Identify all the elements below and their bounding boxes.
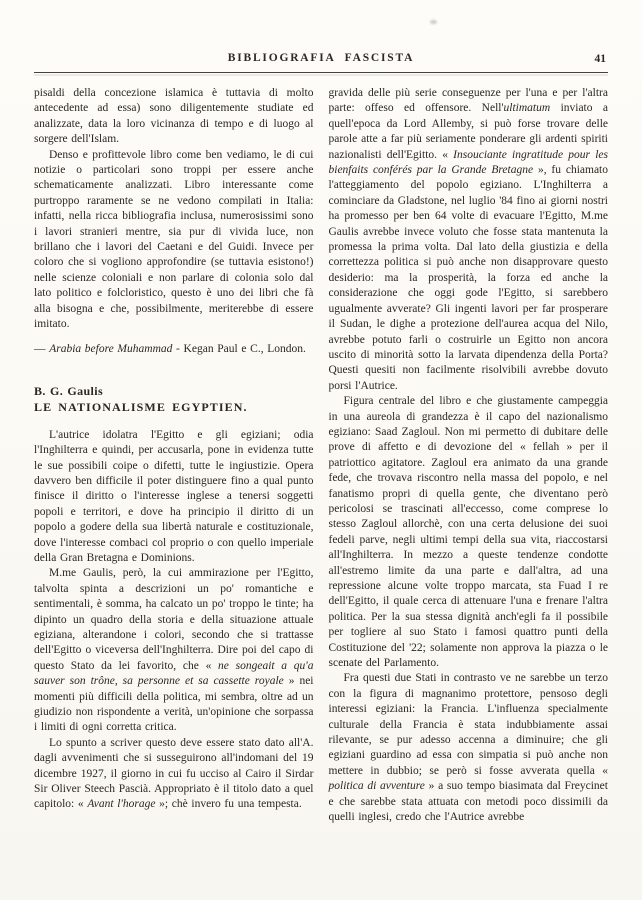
text-run: - Kegan Paul e C., London. bbox=[172, 342, 306, 355]
text-run: Denso e profittevole libro come ben vediamo, le di cui notizie o particolari sono troppi per essere anche schematicamente analizzati. Libro interessante come purtroppo raramente se ne vedono compilati in Italia: infatti, nella ricca bibliografia inclusa, numerosissimi sono i lavori stranieri mentre, sia pur di vivida luce, non brillano che i lavori del Caetani e del Guidi. Invece per coloro che si vogliono approfondire (se tuttavia esistono!) nelle scienze coloniali e non parlare di colonia solo dal lato politico e folcloristico, questo è uno dei libri che fà alla bisogna e che, possibilmente, meriterebbe di essere imitato. bbox=[34, 148, 314, 331]
running-title: BIBLIOGRAFIA FASCISTA bbox=[227, 52, 415, 64]
paragraph bbox=[329, 394, 609, 671]
text-run: inviato a quell'epoca da Lord Allemby, si può forse trovare delle parole atte a far più seriamente ponderare gli ardenti spiriti nazionalisti dell'Egitto. « bbox=[328, 102, 608, 161]
page-header bbox=[34, 52, 608, 69]
right-column bbox=[329, 86, 609, 826]
italic-text-run: ne songeait a qu'a sauver son trône, sa personne et sa cassette royale bbox=[34, 659, 314, 688]
text-run: M.me Gaulis, però, la cui ammirazione per l'Egitto, talvolta spinta a descrizioni un po' romantiche e sentimentali, è somma, ha calcato un po' troppo le tinte; ha dipinto un quadro della storia e della situazione attuale egiziana, alterandone i colori, secondo che si trattasse dell'Egitto o viceversa dell'Inghilterra. Dire poi del capo di questo Stato da lei favorito, che « bbox=[34, 567, 314, 672]
text-run: LE NATIONALISME EGYPTIEN. bbox=[34, 400, 248, 415]
text-run: »; chè invero fu una tempesta. bbox=[155, 798, 302, 811]
paragraph bbox=[34, 736, 314, 813]
paragraph bbox=[34, 566, 314, 735]
work-title bbox=[34, 400, 314, 415]
author bbox=[34, 384, 314, 399]
italic-text-run: politica di avventure bbox=[328, 780, 425, 793]
italic-text-run: ultimatum bbox=[503, 102, 551, 115]
left-column bbox=[34, 86, 314, 826]
italic-text-run: Insouciante ingratitude pour les bienfaits conférés par la Grande Bretagne bbox=[328, 148, 608, 177]
text-run: Lo spunto a scriver questo deve essere stato dato all'A. dagli avvenimenti che si susseguirono all'indomani del 19 dicembre 1927, il giorno in cui fu ucciso al Cairo il Sirdar Sir Oliver Steech Pascià. Appropriato è il titolo dato a quel capitolo: « bbox=[34, 736, 314, 811]
header-rule bbox=[34, 72, 608, 73]
scan-speck bbox=[430, 20, 437, 24]
paragraph bbox=[34, 148, 314, 333]
paragraph bbox=[34, 428, 314, 567]
text-run: Fra questi due Stati in contrasto ve ne sarebbe un terzo con la figura di magnanimo protettore, pensoso degli interessi egiziani: la Francia. L'influenza specialmente culturale della Francia è stata indubbiamente assai rilevante, se pur adesso accenna a diminuire; che gli egiziani guardino ad essa con simpatia si può anche non mettere in dubbio; se però si fosse avverata quella « bbox=[328, 672, 608, 777]
paragraph bbox=[34, 86, 314, 148]
text-run: pisaldi della concezione islamica è tuttavia di molto antecedente ad essa) sono diligentemente studiate ed analizzate, data la loro vicinanza di tempo e di luogo al sorgere dell'Islam. bbox=[34, 87, 314, 146]
text-run: Figura centrale del libro e che giustamente campeggia in una aureola di grandezza è il capo del nazionalismo egiziano: Saad Zagloul. Non mi permetto di dubitare delle prove di affetto e di devozione del « fellah » per il patriottico agitatore. Zagloul era animato da una grande fede, che trovava riscontro nella massa del popolo, e nel fanatismo propri di quella gente, che diventano però pericolosi se trascinati all'eccesso, come comprese lo stesso Zagloul allorchè, con una certa delusione dei suoi fedeli parve, negli ultimi tempi della sua vita, riaccostarsi all'Inghilterra. In mezzo a queste tendenze condotte all'estremo limite da una parte e dall'altra, ad una repressione alcune volte troppo marcata, sta Fuad I re dell'Egitto, il quale cerca di attenuare l'una e frenare l'altra politica. Per la sua stessa dignità anch'egli fa il possibile per togliere al suo Stato i famosi quattro punti della Costituzione del '22; solamente non approva la piazza o le scenate del Parlamento. bbox=[328, 395, 608, 670]
page-number: 41 bbox=[594, 53, 606, 65]
text-run: B. G. Gaulis bbox=[34, 383, 104, 398]
paragraph bbox=[329, 671, 609, 825]
italic-text-run: Arabia before Muhammad bbox=[49, 342, 173, 355]
paragraph bbox=[329, 86, 609, 394]
text-run: gravida delle più serie conseguenze per l'una e per l'altra parte: offeso ed offensore. Nell' bbox=[328, 87, 608, 115]
text-run: L'autrice idolatra l'Egitto e gli egiziani; odia l'Inghilterra e quindi, per accusarla, pone in evidenza tutte le sue possibili coipe o difetti, tutte le ingiustizie. Opera davvero ben difficile il poter distinguere fino a qual punto finisce il diritto o l'interesse inglese a tenersi soggetti popoli e territori, e dove ha principio il diritto di un popolo a godere della sua libertà naturale e costituzionale, dove l'interesse combaci col proprio o con quello imperiale della Gran Bretagna e Dominions. bbox=[34, 428, 314, 564]
text-run: », fu chiamato l'atteggiamento del popolo egiziano. L'Inghilterra a cominciare da Gladstone, nel luglio '84 fino ai giorni nostri ha promesso per ben 64 volte di evacuare l'Egitto, M.me Gaulis avrebbe invece voluto che fosse stata mantenuta la promessa la prima volta. Dal lato della giustizia e della correttezza politica si può anche non disapprovare questo desiderio: ma la prosperità, la forza ed anche la considerazione che oggi gode l'Egitto, si sarebbero ugualmente avverate? Gli ingenti lavori per far prosperare il Sudan, le dighe a protezione dell'aurea acqua del Nilo, avrebbe potuto farli o costruirle un Egitto non ancora uscito di minorità sotto la larvata dipendenza della Porta? Questi quesiti non facilmente risolvibili avrebbe dovuto porsi l'Autrice. bbox=[328, 164, 608, 392]
text-run: » a suo tempo biasimata dal Freycinet e che sarebbe stata attuata con metodi poco dissimili da quelli inglesi, credo che l'Autrice avrebbe bbox=[328, 780, 608, 824]
text-run: — bbox=[34, 342, 50, 355]
text-columns bbox=[34, 86, 608, 826]
italic-text-run: Avant l'horage bbox=[87, 798, 156, 811]
reference bbox=[34, 342, 314, 357]
text-run: » nei momenti più difficili della politica, mi sembra, oltre ad un giudizio non rispondente a verità, un'opinione che sorpassa i limiti di ogni corretta critica. bbox=[34, 675, 314, 734]
